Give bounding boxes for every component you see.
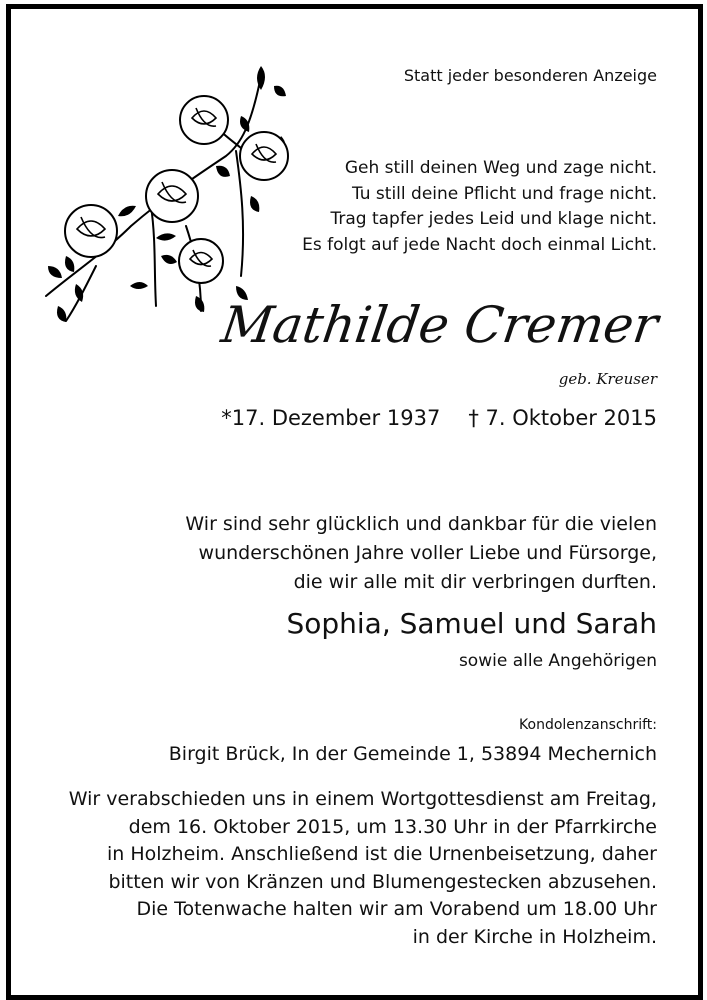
thanks-line: die wir alle mit dir verbringen durften. <box>293 571 657 593</box>
death-date: † 7. Oktober 2015 <box>468 406 657 430</box>
poem <box>302 156 657 258</box>
funeral-line: bitten wir von Kränzen und Blumengestecken abzusehen. <box>108 870 657 893</box>
funeral-line: dem 16. Oktober 2015, um 13.30 Uhr in der Pfarrkirche <box>128 815 657 838</box>
notice-headline: Statt jeder besonderen Anzeige <box>403 66 657 85</box>
thanks-text <box>185 510 657 597</box>
poem-line: Es folgt auf jede Nacht doch einmal Licht. <box>302 234 657 255</box>
thanks-line: Wir sind sehr glücklich und dankbar für die vielen <box>185 513 657 535</box>
funeral-line: Wir verabschieden uns in einem Wortgottesdienst am Freitag, <box>68 788 657 810</box>
relatives-line: sowie alle Angehörigen <box>458 651 657 671</box>
thanks-line: wunderschönen Jahre voller Liebe und Fürsorge, <box>198 542 657 564</box>
life-dates <box>221 406 657 430</box>
maiden-name: geb. Kreuser <box>558 370 657 388</box>
birth-date: *17. Dezember 1937 <box>221 406 441 430</box>
funeral-info <box>69 786 657 952</box>
family-names: Sophia, Samuel und Sarah <box>286 607 657 640</box>
poem-line: Trag tapfer jedes Leid und klage nicht. <box>330 209 657 229</box>
condolence-address: Birgit Brück, In der Gemeinde 1, 53894 Mechernich <box>168 743 657 765</box>
deceased-name: Mathilde Cremer <box>217 296 662 354</box>
poem-line: Tu still deine Pflicht und frage nicht. <box>351 183 657 204</box>
funeral-line: in der Kirche in Holzheim. <box>412 925 657 948</box>
funeral-line: in Holzheim. Anschließend ist die Urnenbeisetzung, daher <box>107 843 657 866</box>
rose-branch-illustration <box>36 56 306 326</box>
funeral-line: Die Totenwache halten wir am Vorabend um 18.00 Uhr <box>136 898 657 921</box>
poem-line: Geh still deinen Weg und zage nicht. <box>344 158 657 178</box>
condolence-label: Kondolenzanschrift: <box>519 717 657 733</box>
